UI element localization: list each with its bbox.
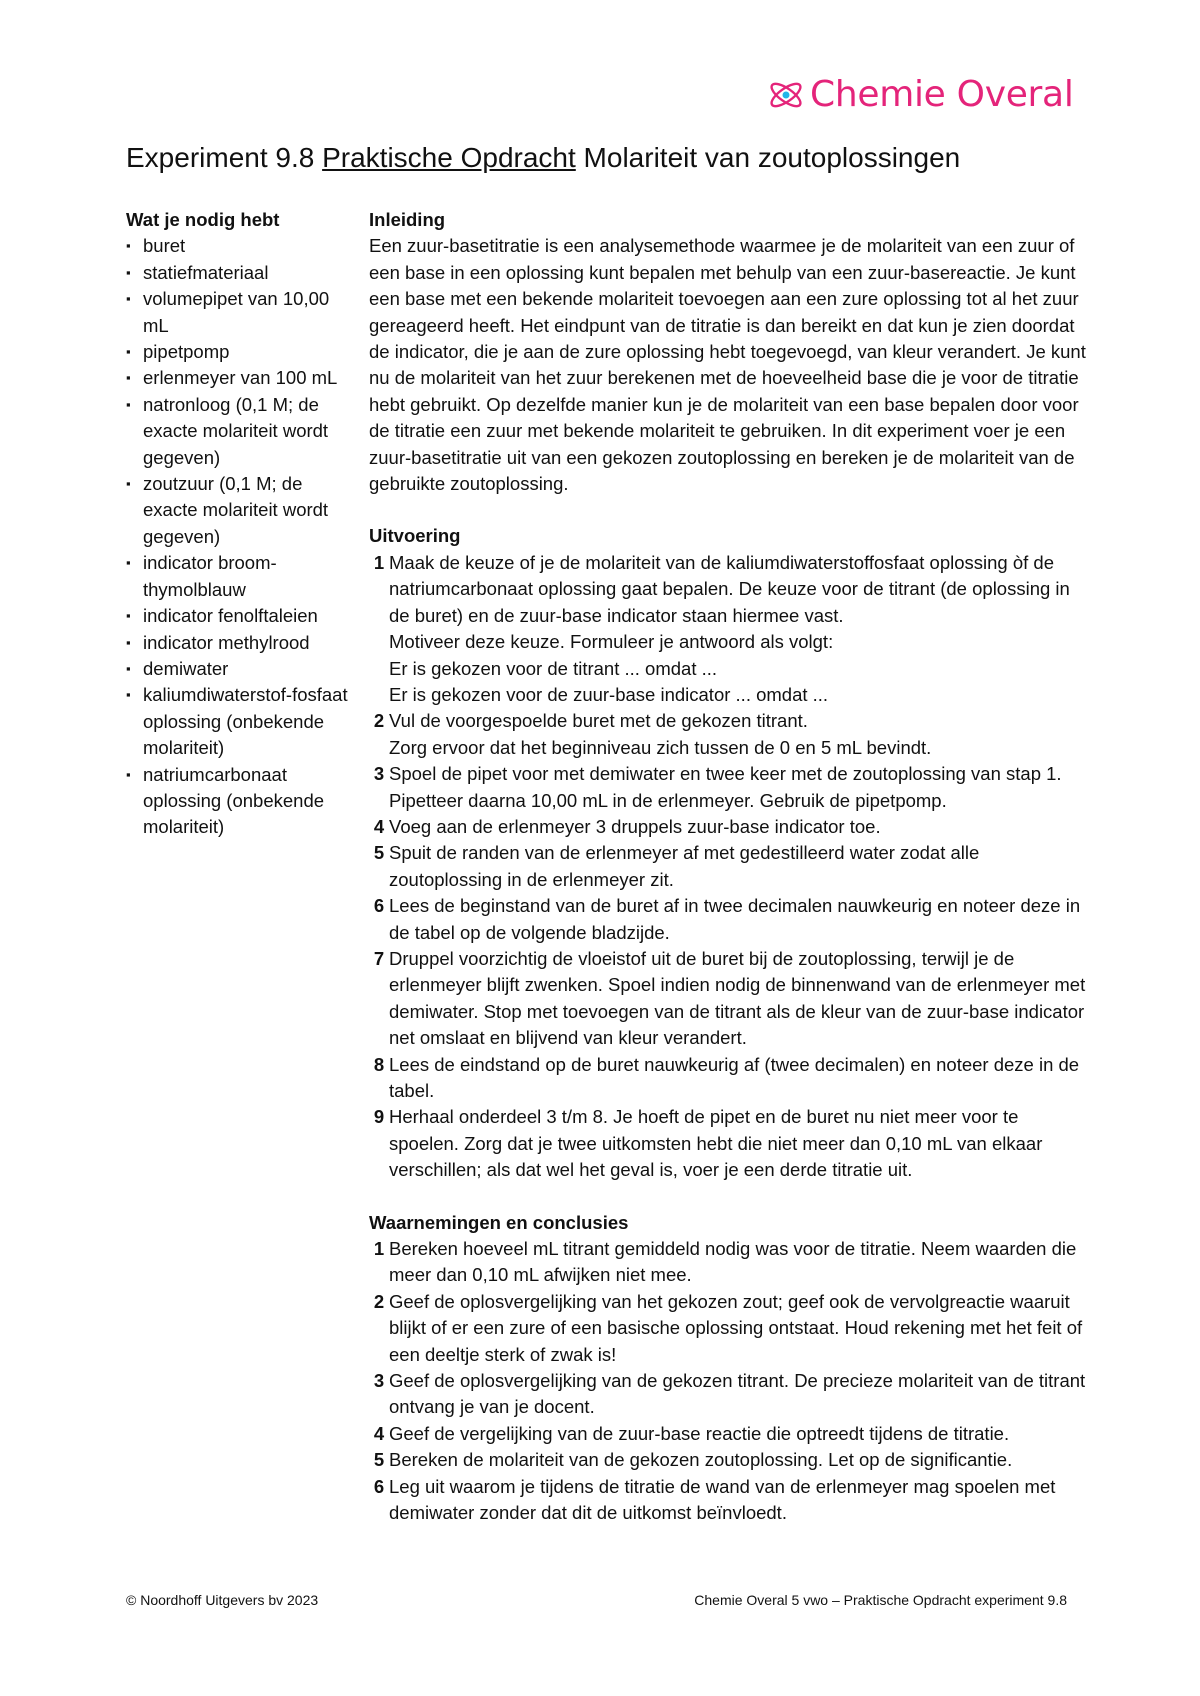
material-item: ▪ kaliumdiwaterstof-fosfaat oplossing (onbekende molariteit): [126, 682, 356, 761]
procedure-step: [369, 840, 1089, 893]
footer-copyright: © Noordhoff Uitgevers bv 2023: [126, 1592, 319, 1608]
observation-item-number: 2: [373, 1290, 385, 1312]
procedure-step-number: 4: [373, 815, 385, 837]
procedure-step-number: 9: [373, 1106, 385, 1128]
atom-icon: [766, 75, 806, 115]
procedure-step: [369, 814, 1089, 840]
title-part-2: Praktische Opdracht: [322, 142, 576, 173]
observations-list: [369, 1236, 1089, 1526]
procedure-step-content: [389, 946, 1089, 1052]
observation-item-number: 6: [373, 1475, 385, 1497]
procedure-step-text: Spoel de pipet voor met demiwater en twee keer met de zoutoplossing van stap 1. Pipetteer daarna 10,00 mL in de erlenmeyer. Gebruik de pipetpomp.: [389, 763, 1062, 811]
procedure-step-number: 8: [373, 1053, 385, 1075]
procedure-heading: Uitvoering: [369, 525, 461, 547]
observation-item-text: Geef de vergelijking van de zuur-base reactie die optreedt tijdens de titratie.: [389, 1422, 1010, 1444]
observation-item-content: [389, 1421, 1089, 1447]
observation-item-content: [389, 1474, 1089, 1527]
main-column: [369, 207, 1089, 1553]
title-part-1: Experiment 9.8: [126, 142, 323, 173]
observation-item: [369, 1289, 1089, 1368]
title-part-3: Molariteit van zoutoplossingen: [575, 142, 961, 173]
material-item: ▪ erlenmeyer van 100 mL: [126, 365, 356, 391]
procedure-step: [369, 893, 1089, 946]
materials-heading: Wat je nodig hebt: [126, 209, 280, 230]
observation-item: [369, 1447, 1089, 1473]
procedure-step-number: 3: [373, 763, 385, 785]
procedure-step-line: Zorg ervoor dat het beginniveau zich tussen de 0 en 5 mL bevindt.: [389, 736, 932, 758]
procedure-step-text: Voeg aan de erlenmeyer 3 druppels zuur-base indicator toe.: [389, 815, 881, 837]
procedure-step-text: Spuit de randen van de erlenmeyer af met gedestilleerd water zodat alle zoutoplossing in de erlenmeyer zit.: [389, 842, 980, 890]
observation-item: [369, 1236, 1089, 1289]
procedure-step-line: Er is gekozen voor de zuur-base indicator ... omdat ...: [389, 683, 829, 705]
observation-item-text: Leg uit waarom je tijdens de titratie de wand van de erlenmeyer mag spoelen met demiwater zonder dat dit de uitkomst beïnvloedt.: [389, 1475, 1056, 1524]
logo: [766, 74, 1074, 115]
procedure-step-number: 5: [373, 842, 385, 864]
procedure-step-text: Druppel voorzichtig de vloeistof uit de buret bij de zoutoplossing, terwijl je de erlenmeyer blijft zwenken. Spoel indien nodig de binnenwand van de erlenmeyer met demiwater. Stop met toevoegen van de titrant als de kleur van de zuur-base indicator net omslaat en blijvend van kleur verandert.: [389, 947, 1086, 1049]
procedure-step-content: [389, 761, 1089, 814]
material-item: ▪ zoutzuur (0,1 M; de exacte molariteit wordt gegeven): [126, 471, 356, 550]
procedure-step: [369, 708, 1089, 761]
procedure-step: [369, 946, 1089, 1052]
observation-item-number: 1: [373, 1238, 385, 1260]
procedure-step-content: [389, 840, 1089, 893]
procedure-step-text: Lees de beginstand van de buret af in twee decimalen nauwkeurig en noteer deze in de tabel op de volgende bladzijde.: [389, 895, 1081, 943]
material-item: ▪ indicator fenolftaleien: [126, 603, 356, 629]
procedure-step-content: [389, 708, 1089, 761]
observation-item-content: [389, 1289, 1089, 1368]
material-item: ▪ natriumcarbonaat oplossing (onbekende molariteit): [126, 762, 356, 841]
intro-heading: Inleiding: [369, 209, 446, 230]
material-item: ▪ indicator broom-thymolblauw: [126, 550, 356, 603]
materials-list: [126, 233, 356, 840]
procedure-step-content: [389, 1052, 1089, 1105]
material-item: ▪ pipetpomp: [126, 339, 356, 365]
procedure-step-content: [389, 893, 1089, 946]
observation-item-number: 3: [373, 1370, 385, 1392]
material-item: ▪ indicator methylrood: [126, 630, 356, 656]
procedure-step-content: [389, 550, 1089, 708]
procedure-step-number: 7: [373, 947, 385, 969]
procedure-step: [369, 550, 1089, 708]
procedure-step-content: [389, 1104, 1089, 1183]
materials-column: [126, 207, 356, 841]
procedure-step-text: Herhaal onderdeel 3 t/m 8. Je hoeft de pipet en de buret nu niet meer voor te spoelen. Zorg dat je twee uitkomsten hebt die niet meer dan 0,10 mL van elkaar verschillen; als dat wel het geval is, voer je een derde titratie uit.: [389, 1106, 1043, 1181]
procedure-step-line: Er is gekozen voor de titrant ... omdat ...: [389, 657, 718, 679]
observation-item-content: [389, 1236, 1089, 1289]
observation-item-number: 5: [373, 1449, 385, 1471]
observation-item-content: [389, 1368, 1089, 1421]
procedure-step-text: Vul de voorgespoelde buret met de gekozen titrant.: [389, 710, 808, 732]
procedure-step: [369, 1104, 1089, 1183]
procedure-step-line: Motiveer deze keuze. Formuleer je antwoord als volgt:: [389, 631, 834, 653]
material-item: ▪ demiwater: [126, 656, 356, 682]
procedure-step-number: 2: [373, 710, 385, 732]
procedure-step: [369, 761, 1089, 814]
observation-item-text: Geef de oplosvergelijking van de gekozen titrant. De precieze molariteit van de titrant ontvang je van je docent.: [389, 1370, 1086, 1418]
procedure-step-text: Lees de eindstand op de buret nauwkeurig af (twee decimalen) en noteer deze in de tabel.: [389, 1053, 1080, 1101]
material-item: ▪ volumepipet van 10,00 mL: [126, 286, 356, 339]
procedure-step-content: [389, 814, 1089, 840]
observation-item-content: [389, 1447, 1089, 1473]
observation-item-text: Bereken hoeveel mL titrant gemiddeld nodig was voor de titratie. Neem waarden die meer dan 0,10 mL afwijken niet mee.: [389, 1238, 1077, 1286]
observation-item: [369, 1474, 1089, 1527]
observation-item-text: Geef de oplosvergelijking van het gekozen zout; geef ook de vervolgreactie waaruit blijkt of er een zure of een basische oplossing ontstaat. Houd rekening met het feit of een deeltje sterk of zwak is!: [389, 1290, 1083, 1365]
logo-text: Chemie Overal: [810, 74, 1074, 115]
material-item: ▪ natronloog (0,1 M; de exacte molariteit wordt gegeven): [126, 392, 356, 471]
observation-item: [369, 1421, 1089, 1447]
observations-heading: Waarnemingen en conclusies: [369, 1211, 629, 1233]
intro-text: Een zuur-basetitratie is een analysemethode waarmee je de molariteit van een zuur of een base in een oplossing kunt bepalen met behulp van een zuur-basereactie. Je kunt een base met een bekende molariteit toevoegen aan een zure oplossing tot al het zuur gereageerd heeft. Het eindpunt van de titratie is dan bereikt en dat kun je zien doordat de indicator, die je aan de zure oplossing hebt toegevoegd, van kleur verandert. Je kunt nu de molariteit van het zuur berekenen met de hoeveelheid base die je voor de titratie hebt gebruikt. Op dezelfde manier kun je de molariteit van een base bepalen door voor de titratie een zuur met bekende molariteit te gebruiken. In dit experiment voer je een zuur-basetitratie uit van een gekozen zoutoplossing en bereken je de molariteit van de gebruikte zoutoplossing.: [369, 235, 1086, 495]
procedure-step-number: 1: [373, 551, 385, 573]
material-item: ▪ buret: [126, 233, 356, 259]
page-title: [126, 142, 960, 174]
observation-item-text: Bereken de molariteit van de gekozen zoutoplossing. Let op de significantie.: [389, 1449, 1013, 1471]
procedure-step-number: 6: [373, 895, 385, 917]
observation-item-number: 4: [373, 1422, 385, 1444]
procedure-step: [369, 1052, 1089, 1105]
procedure-step-text: Maak de keuze of je de molariteit van de kaliumdiwaterstoffosfaat oplossing òf de natriumcarbonaat oplossing gaat bepalen. De keuze voor de titrant (de oplossing in de buret) en de zuur-base indicator staan hiermee vast.: [389, 551, 1070, 626]
procedure-list: [369, 550, 1089, 1184]
observation-item: [369, 1368, 1089, 1421]
footer-course: Chemie Overal 5 vwo – Praktische Opdracht experiment 9.8: [694, 1592, 1067, 1608]
material-item: ▪ statiefmateriaal: [126, 260, 356, 286]
